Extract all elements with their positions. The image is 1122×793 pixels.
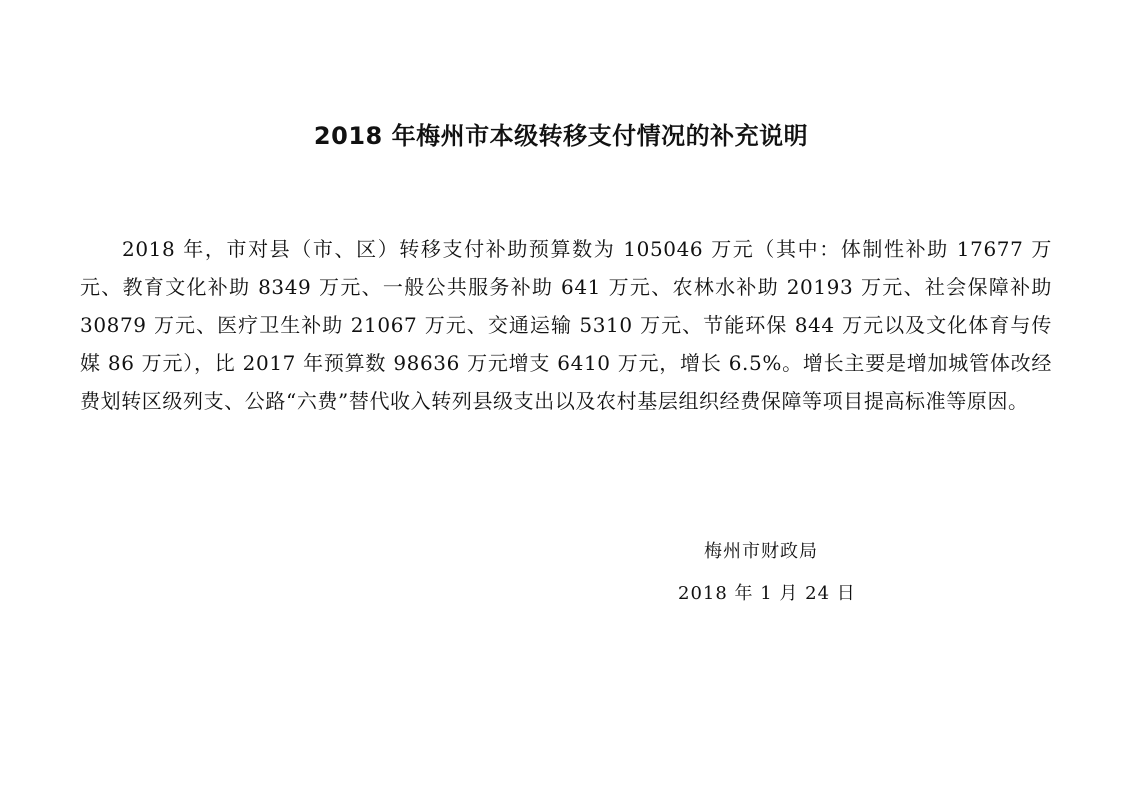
document-body-paragraph: 2018 年，市对县（市、区）转移支付补助预算数为 105046 万元（其中：体制性补助 17677 万元、教育文化补助 8349 万元、一般公共服务补助 641 万元、农林水补助 20193 万元、社会保障补助 30879 万元、医疗卫生补助 21067 万元、交通运输 5310 万元、节能环保 844 万元以及文化体育与传媒 86 万元），比 2017 年预算数 98636 万元增支 6410 万元，增长 6.5%。增长主要是增加城管体改经费划转区级列支、公路“六费”替代收入转列县级支出以及农村基层组织经费保障等项目提高标准等原因。 bbox=[80, 237, 1052, 413]
document-title: 2018 年梅州市本级转移支付情况的补充说明 bbox=[313, 122, 809, 150]
signature-organization: 梅州市财政局 bbox=[704, 541, 818, 562]
signature-date: 2018 年 1 月 24 日 bbox=[678, 583, 856, 604]
